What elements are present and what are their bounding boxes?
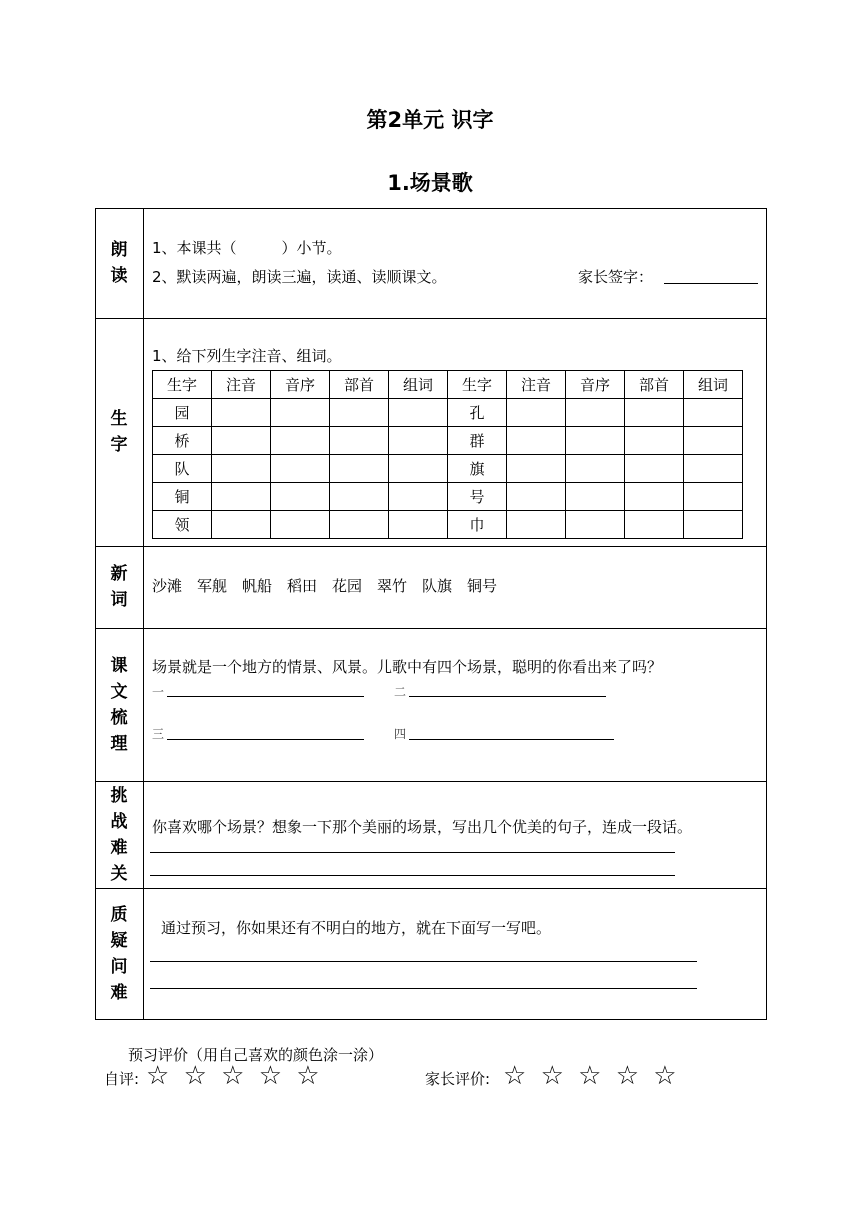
- character-cell: 孔: [448, 399, 507, 427]
- yinxu-blank[interactable]: [271, 455, 330, 483]
- character-cell: 巾: [448, 511, 507, 539]
- character-cell: 园: [153, 399, 212, 427]
- row-divider: [95, 628, 767, 629]
- label-char: 朗: [110, 240, 128, 260]
- yinxu-blank[interactable]: [566, 483, 625, 511]
- yinxu-blank[interactable]: [566, 455, 625, 483]
- character-cell: 桥: [153, 427, 212, 455]
- label-char: 关: [110, 863, 128, 884]
- label-char: 质: [110, 905, 128, 925]
- section-label-shengzi: [95, 318, 143, 546]
- self-rating-stars-icon[interactable]: ☆ ☆ ☆ ☆ ☆: [146, 1061, 323, 1091]
- pinyin-blank[interactable]: [212, 483, 271, 511]
- column-header: 音序: [271, 371, 330, 399]
- pinyin-blank[interactable]: [212, 399, 271, 427]
- bushou-blank[interactable]: [625, 399, 684, 427]
- blank-label: 二: [394, 685, 407, 699]
- pinyin-blank[interactable]: [212, 427, 271, 455]
- table-row: [153, 455, 743, 483]
- table-header-row: [153, 371, 743, 399]
- zuci-blank[interactable]: [684, 483, 743, 511]
- column-header: 组词: [389, 371, 448, 399]
- pinyin-blank[interactable]: [507, 455, 566, 483]
- answer-line[interactable]: [167, 739, 364, 740]
- bushou-blank[interactable]: [625, 511, 684, 539]
- label-char: 文: [110, 681, 128, 702]
- character-cell: 旗: [448, 455, 507, 483]
- writing-line[interactable]: [150, 988, 697, 989]
- parent-eval-label: 家长评价:: [425, 1070, 491, 1088]
- parent-sign-line[interactable]: [664, 283, 758, 284]
- label-char: 词: [110, 590, 128, 610]
- bushou-blank[interactable]: [330, 483, 389, 511]
- row-divider: [95, 888, 767, 889]
- row-divider: [95, 546, 767, 547]
- table-row: [153, 427, 743, 455]
- zuci-blank[interactable]: [389, 399, 448, 427]
- section-label-tiaozhan: [95, 781, 143, 888]
- bushou-blank[interactable]: [330, 455, 389, 483]
- writing-line[interactable]: [150, 852, 675, 853]
- character-cell: 铜: [153, 483, 212, 511]
- zuci-blank[interactable]: [684, 455, 743, 483]
- kewen-prompt: 场景就是一个地方的情景、风景。儿歌中有四个场景，聪明的你看出来了吗？: [152, 658, 663, 676]
- bushou-blank[interactable]: [625, 455, 684, 483]
- column-header: 部首: [625, 371, 684, 399]
- section-label-zhiyi: [95, 888, 143, 1020]
- pinyin-blank[interactable]: [212, 511, 271, 539]
- parent-rating-stars-icon[interactable]: ☆ ☆ ☆ ☆ ☆: [503, 1061, 680, 1091]
- yinxu-blank[interactable]: [566, 427, 625, 455]
- column-header: 生字: [153, 371, 212, 399]
- zuci-blank[interactable]: [389, 427, 448, 455]
- column-header: 组词: [684, 371, 743, 399]
- zuci-blank[interactable]: [684, 399, 743, 427]
- writing-line[interactable]: [150, 875, 675, 876]
- self-eval-label: 自评:: [104, 1070, 140, 1088]
- answer-line[interactable]: [409, 696, 606, 697]
- table-row: [153, 399, 743, 427]
- yinxu-blank[interactable]: [271, 427, 330, 455]
- column-header: 注音: [212, 371, 271, 399]
- zuci-blank[interactable]: [389, 483, 448, 511]
- row-divider: [95, 781, 767, 782]
- yinxu-blank[interactable]: [271, 399, 330, 427]
- section-label-kewen: [95, 628, 143, 781]
- column-header: 音序: [566, 371, 625, 399]
- column-header: 注音: [507, 371, 566, 399]
- column-header: 部首: [330, 371, 389, 399]
- label-char: 读: [110, 266, 128, 286]
- bushou-blank[interactable]: [625, 483, 684, 511]
- character-cell: 领: [153, 511, 212, 539]
- character-cell: 群: [448, 427, 507, 455]
- label-char: 难: [110, 983, 128, 1003]
- reading-item-2: 2、默读两遍，朗读三遍，读通、读顺课文。: [152, 268, 447, 286]
- blank-label: 三: [152, 727, 165, 741]
- worksheet-table: [95, 208, 767, 1020]
- label-char: 课: [110, 655, 128, 676]
- zhiyi-prompt: 通过预习，你如果还有不明白的地方，就在下面写一写吧。: [161, 919, 552, 937]
- pinyin-blank[interactable]: [507, 427, 566, 455]
- reading-item-1: 1、本课共（ ）小节。: [152, 239, 342, 257]
- bushou-blank[interactable]: [330, 399, 389, 427]
- label-char: 问: [110, 957, 128, 977]
- answer-line[interactable]: [409, 739, 614, 740]
- label-char: 理: [110, 733, 128, 754]
- yinxu-blank[interactable]: [271, 483, 330, 511]
- section-label-xinci: [95, 546, 143, 628]
- pinyin-blank[interactable]: [507, 511, 566, 539]
- lesson-title: 1.场景歌: [387, 171, 473, 195]
- parent-sign-label: 家长签字：: [578, 268, 654, 286]
- label-char: 挑: [110, 785, 128, 806]
- blank-label: 一: [152, 685, 165, 699]
- character-cell: 队: [153, 455, 212, 483]
- characters-table: [152, 370, 743, 539]
- table-row: [153, 511, 743, 539]
- label-char: 字: [110, 435, 128, 455]
- pinyin-blank[interactable]: [507, 399, 566, 427]
- character-cell: 号: [448, 483, 507, 511]
- bushou-blank[interactable]: [330, 511, 389, 539]
- yinxu-blank[interactable]: [566, 399, 625, 427]
- shengzi-instruction: 1、给下列生字注音、组词。: [152, 347, 342, 365]
- table-row: [153, 483, 743, 511]
- unit-title: 第2单元 识字: [366, 108, 494, 132]
- label-char: 战: [110, 811, 128, 832]
- bushou-blank[interactable]: [330, 427, 389, 455]
- evaluation-title: 预习评价（用自己喜欢的颜色涂一涂）: [128, 1046, 384, 1064]
- label-char: 梳: [110, 707, 128, 728]
- yinxu-blank[interactable]: [566, 511, 625, 539]
- column-header: 生字: [448, 371, 507, 399]
- label-char: 疑: [110, 931, 128, 951]
- pinyin-blank[interactable]: [507, 483, 566, 511]
- yinxu-blank[interactable]: [271, 511, 330, 539]
- zuci-blank[interactable]: [684, 427, 743, 455]
- label-column-divider: [143, 208, 144, 1020]
- pinyin-blank[interactable]: [212, 455, 271, 483]
- blank-label: 四: [394, 727, 407, 741]
- new-words: 沙滩 军舰 帆船 稻田 花园 翠竹 队旗 铜号: [152, 577, 498, 595]
- row-divider: [95, 318, 767, 319]
- zuci-blank[interactable]: [684, 511, 743, 539]
- label-char: 生: [110, 409, 128, 429]
- section-label-langdu: [95, 208, 143, 318]
- label-char: 难: [110, 837, 128, 858]
- label-char: 新: [110, 564, 128, 584]
- zuci-blank[interactable]: [389, 455, 448, 483]
- writing-line[interactable]: [150, 961, 697, 962]
- bushou-blank[interactable]: [625, 427, 684, 455]
- answer-line[interactable]: [167, 696, 364, 697]
- tiaozhan-prompt: 你喜欢哪个场景？想象一下那个美丽的场景，写出几个优美的句子，连成一段话。: [152, 818, 693, 836]
- zuci-blank[interactable]: [389, 511, 448, 539]
